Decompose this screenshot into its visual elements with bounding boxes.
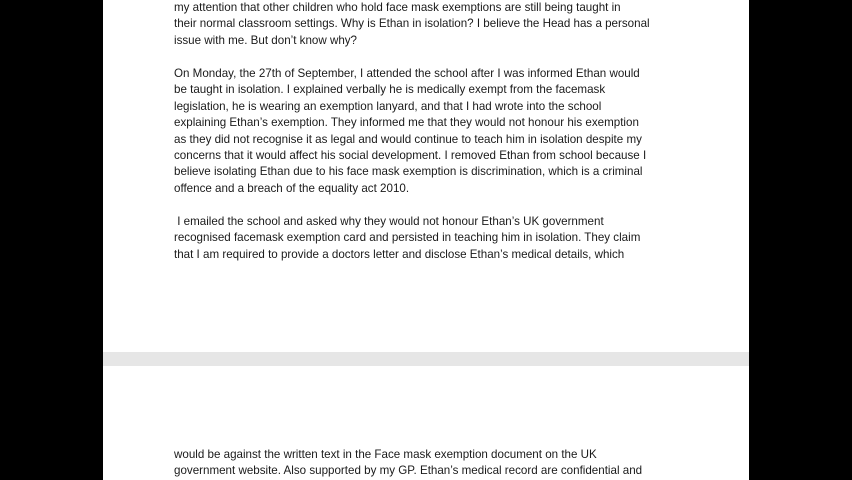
paragraph-top — [174, 0, 684, 49]
text-line: issue with me. But don’t know why? — [174, 33, 358, 47]
text-line: legislation, he is wearing an exemption lanyard, and that I had wrote into the school — [174, 99, 602, 113]
text-line: as they did not recognise it as legal and would continue to teach him in isolation despite my — [174, 132, 642, 146]
page-break-gap — [103, 352, 749, 366]
paragraph-emailed — [174, 214, 684, 263]
text-line: On Monday, the 27th of September, I attended the school after I was informed Ethan would — [174, 67, 640, 80]
text-line: that I am required to provide a doctors letter and disclose Ethan’s medical details, which — [174, 247, 625, 261]
document-page-1 — [103, 0, 749, 352]
paragraph-continued — [174, 447, 684, 480]
document-page-2 — [103, 366, 749, 480]
text-line: would be against the written text in the Face mask exemption document on the UK — [174, 448, 597, 461]
text-line: recognised facemask exemption card and persisted in teaching him in isolation. They claim — [174, 231, 641, 245]
text-line: believe isolating Ethan due to his face mask exemption is discrimination, which is a criminal — [174, 165, 643, 179]
text-line: government website. Also supported by my GP. Ethan’s medical record are confidential and — [174, 464, 643, 478]
text-line: offence and a breach of the equality act 2010. — [174, 181, 410, 195]
text-line: their normal classroom settings. Why is Ethan in isolation? I believe the Head has a personal — [174, 17, 650, 31]
text-line: be taught in isolation. I explained verbally he is medically exempt from the facemask — [174, 83, 606, 97]
paragraph-monday — [174, 66, 684, 197]
text-line: concerns that it would affect his social development. I removed Ethan from school because I — [174, 149, 647, 163]
text-line: explaining Ethan’s exemption. They informed me that they would not honour his exemption — [174, 116, 639, 130]
text-line: my attention that other children who hold face mask exemptions are still being taught in — [174, 1, 621, 14]
text-line: I emailed the school and asked why they would not honour Ethan’s UK government — [174, 215, 604, 228]
